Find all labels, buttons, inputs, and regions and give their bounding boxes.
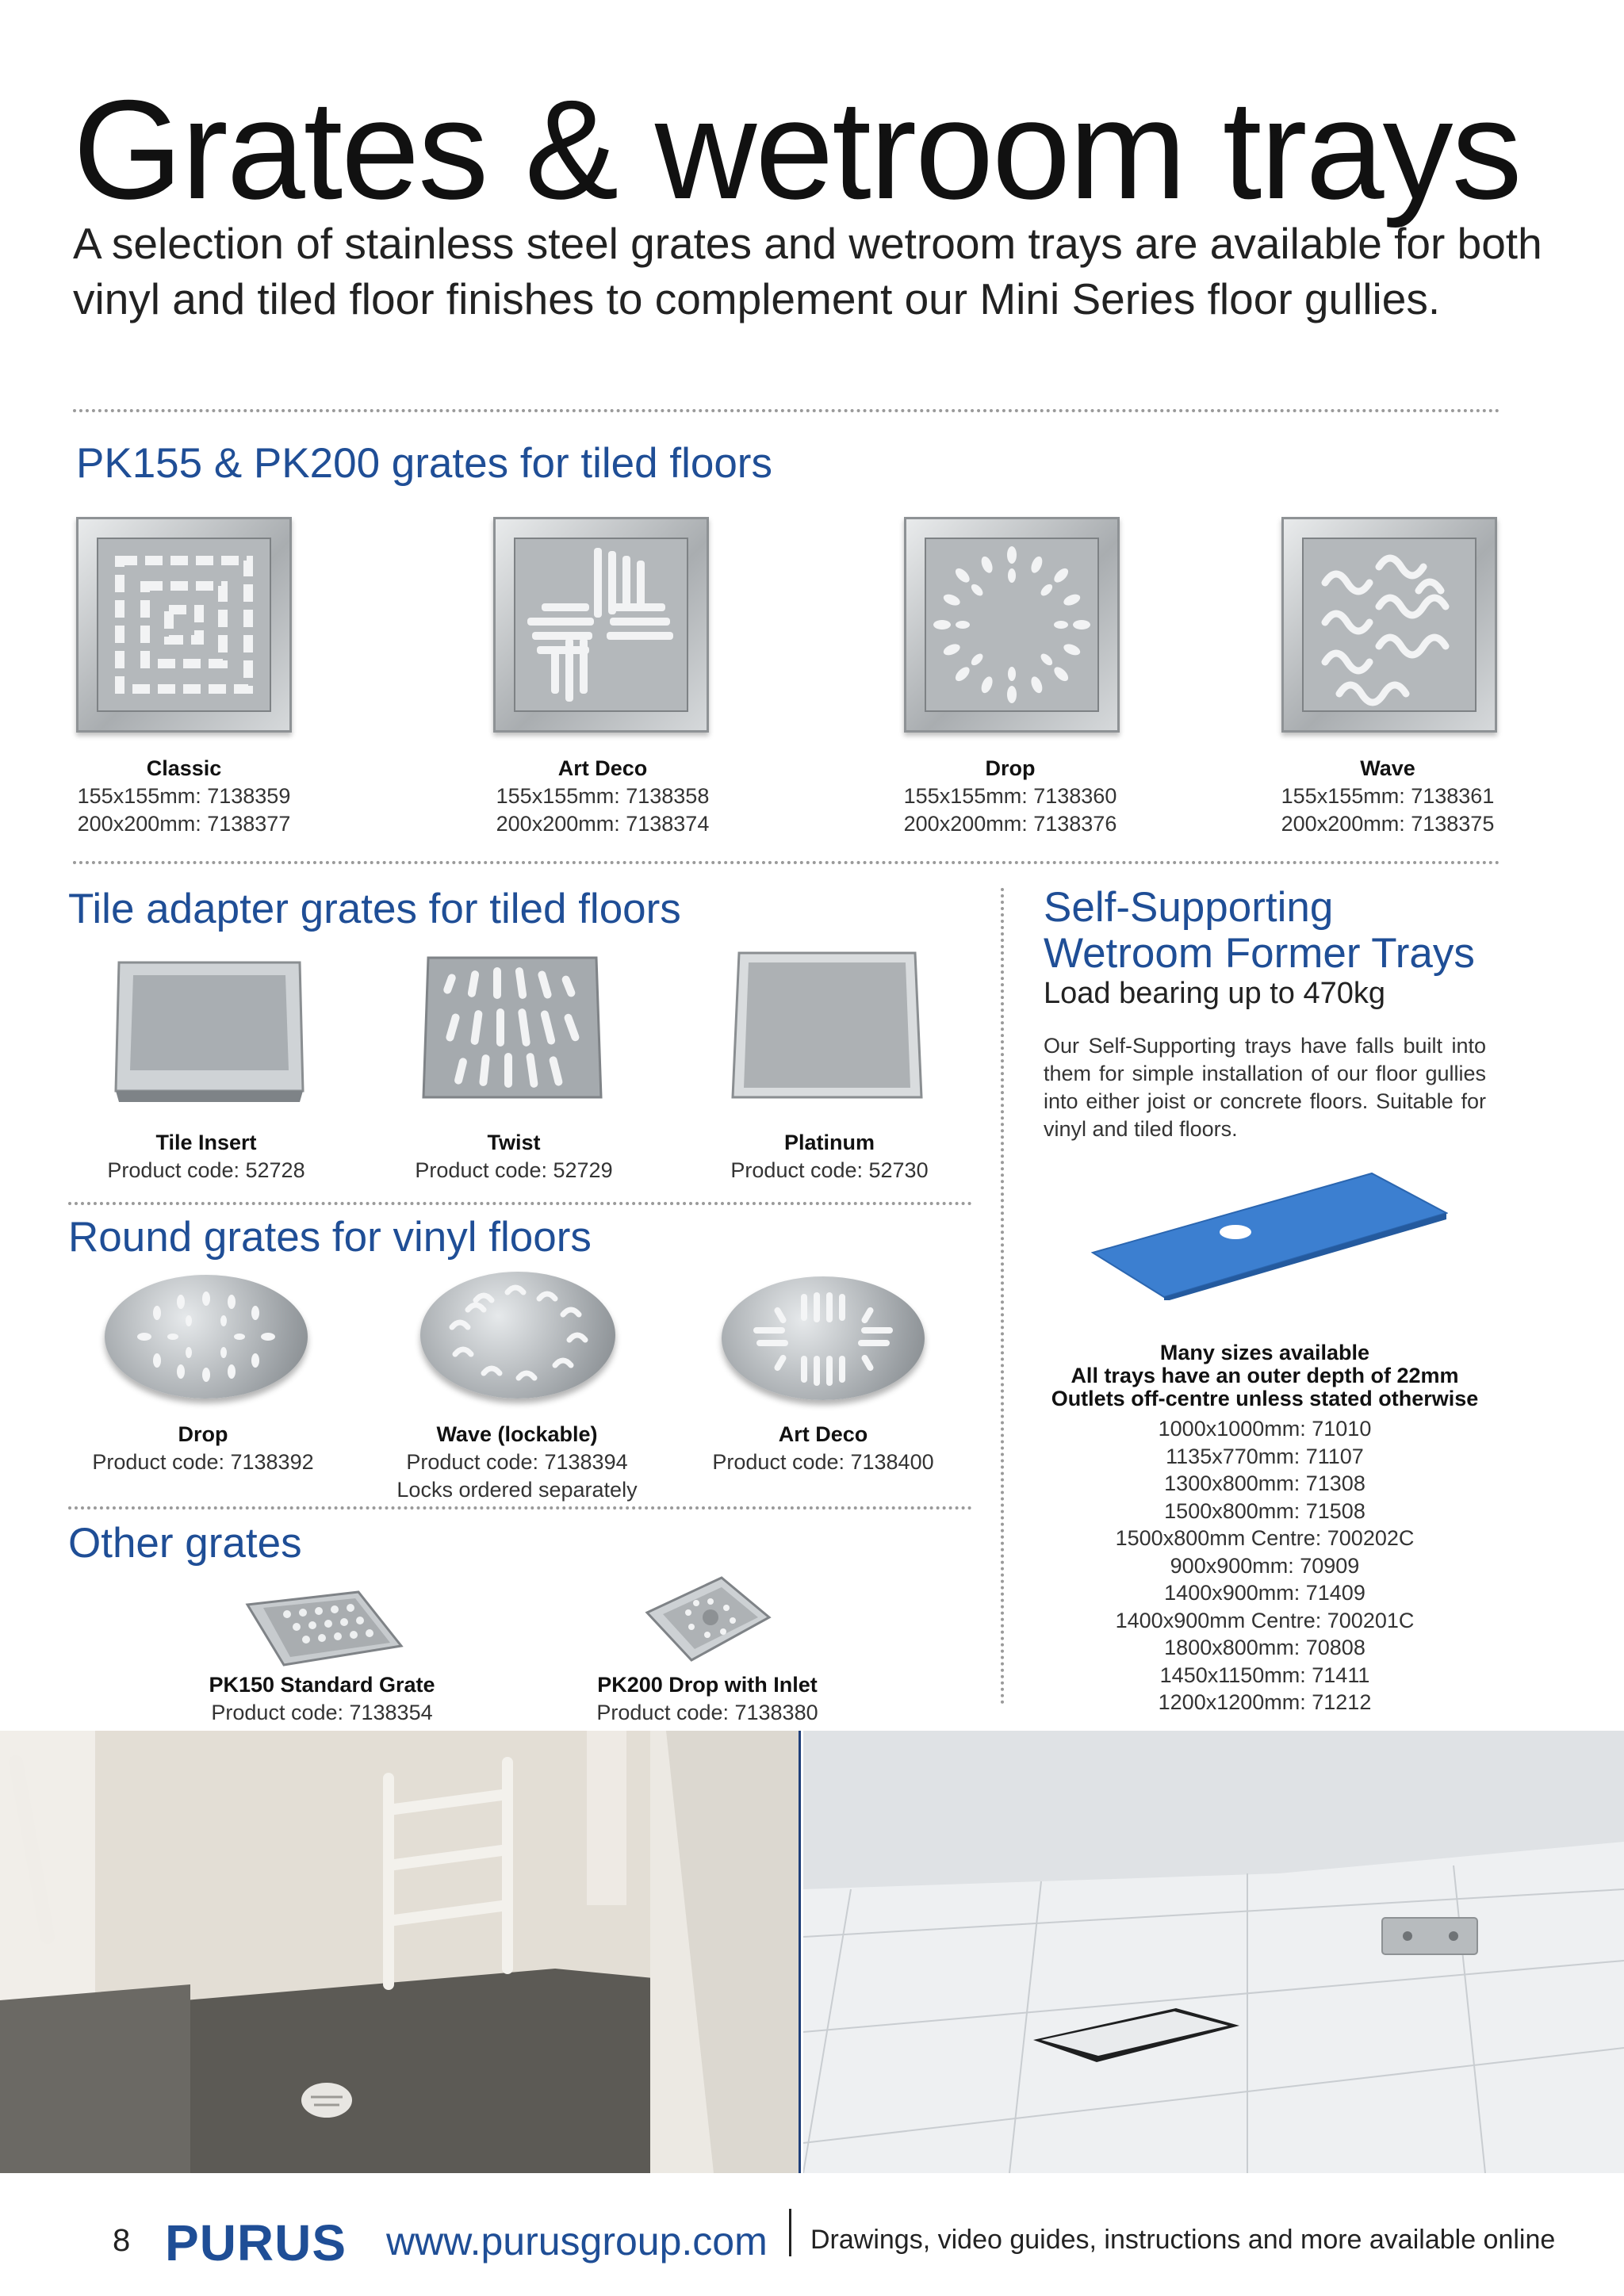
grate-drop-caption: Drop 155x155mm: 7138360 200x200mm: 7138376 bbox=[903, 756, 1117, 836]
list-item: 1135x770mm: 71107 bbox=[1166, 1444, 1364, 1468]
list-item: 1400x900mm Centre: 700201C bbox=[1115, 1608, 1415, 1632]
grate-classic-image bbox=[76, 517, 292, 733]
platinum-image bbox=[726, 947, 929, 1105]
round-art-deco-image bbox=[722, 1276, 925, 1400]
grate-wave-caption: Wave 155x155mm: 7138361 200x200mm: 7138375 bbox=[1281, 756, 1495, 836]
list-item: 1500x800mm Centre: 700202C bbox=[1115, 1526, 1415, 1550]
grate-drop-image bbox=[904, 517, 1120, 733]
round-drop-image bbox=[105, 1275, 308, 1399]
round-art-deco-caption: Art Deco Product code: 7138400 bbox=[712, 1422, 934, 1474]
round-wave-caption: Wave (lockable) Product code: 7138394 Locks ordered separately bbox=[396, 1422, 638, 1502]
list-item: 1800x800mm: 70808 bbox=[1164, 1636, 1365, 1659]
round-drop-caption: Drop Product code: 7138392 bbox=[92, 1422, 314, 1474]
tray-sizes-list: Many sizes available All trays have an outer depth of 22mm Outlets off-centre unless stated otherwise 1000x1000mm: 71010 1135x770mm: 71107 1300x800mm: 71308 1500x800mm: 71508 1500x800mm Centre: 700202C 900x900mm: 70909 1400x900mm: 71409 1400x900mm Centre: 700201C 1800x800mm: 70808 1450x1150mm: 71411 1200x1200mm: 71212 bbox=[1044, 1341, 1486, 1716]
divider bbox=[73, 861, 1500, 864]
grate-art-deco-caption: Art Deco 155x155mm: 7138358 200x200mm: 7138374 bbox=[496, 756, 710, 836]
twist-image bbox=[417, 950, 607, 1108]
tiled-floor-image bbox=[803, 1731, 1624, 2173]
intro-text: A selection of stainless steel grates and wetroom trays are available for both vinyl and tiled floor finishes to complement our Mini Series floor gullies. bbox=[73, 219, 1542, 323]
trays-heading: Self-Supporting Wetroom Former Trays bbox=[1044, 884, 1475, 977]
trays-subheading: Load bearing up to 470kg bbox=[1044, 977, 1386, 1010]
footer-separator bbox=[789, 2209, 791, 2256]
section-heading-tiled: PK155 & PK200 grates for tiled floors bbox=[76, 440, 772, 487]
list-item: 1450x1150mm: 71411 bbox=[1159, 1663, 1370, 1687]
round-wave-image bbox=[420, 1272, 615, 1399]
list-item: 900x900mm: 70909 bbox=[1170, 1553, 1360, 1578]
art-deco-pattern-icon bbox=[496, 519, 707, 730]
drop-pattern-icon bbox=[906, 519, 1117, 730]
purus-logo: PURUS bbox=[165, 2214, 347, 2271]
section-heading-adapter: Tile adapter grates for tiled floors bbox=[68, 886, 681, 932]
wetroom-tray-image bbox=[1091, 1165, 1448, 1300]
wetroom-photo-left bbox=[0, 1731, 801, 2173]
pk200-caption: PK200 Drop with Inlet Product code: 7138380 bbox=[596, 1673, 818, 1724]
list-item: 1200x1200mm: 71212 bbox=[1158, 1690, 1372, 1714]
pk150-image bbox=[239, 1586, 406, 1673]
list-item: 1300x800mm: 71308 bbox=[1164, 1471, 1365, 1495]
page-number: 8 bbox=[113, 2223, 131, 2258]
grate-classic-caption: Classic 155x155mm: 7138359 200x200mm: 7138377 bbox=[77, 756, 291, 836]
section-heading-other: Other grates bbox=[68, 1520, 302, 1567]
page-title: Grates & wetroom trays bbox=[73, 71, 1521, 228]
platinum-caption: Platinum Product code: 52730 bbox=[730, 1131, 929, 1182]
grate-art-deco-image bbox=[493, 517, 709, 733]
wetroom-scene-image bbox=[0, 1731, 801, 2173]
footer-tagline: Drawings, video guides, instructions and more available online bbox=[810, 2225, 1556, 2255]
round-art-deco-pattern-icon bbox=[722, 1276, 925, 1400]
pk150-caption: PK150 Standard Grate Product code: 7138354 bbox=[209, 1673, 435, 1724]
trays-description: Our Self-Supporting trays have falls built into them for simple installation of our floor gullies into either joist or concrete floors. Suitable for vinyl and tiled floors. bbox=[1044, 1034, 1486, 1141]
list-item: 1400x900mm: 71409 bbox=[1164, 1581, 1365, 1605]
tile-insert-image bbox=[105, 951, 311, 1110]
divider bbox=[73, 409, 1500, 412]
divider bbox=[68, 1202, 972, 1205]
round-drop-pattern-icon bbox=[105, 1275, 308, 1399]
section-heading-round: Round grates for vinyl floors bbox=[68, 1214, 592, 1261]
divider bbox=[68, 1506, 972, 1510]
website-link[interactable]: www.purusgroup.com bbox=[386, 2219, 768, 2263]
pk200-image bbox=[639, 1573, 774, 1665]
column-divider bbox=[1001, 888, 1004, 1705]
wave-pattern-icon bbox=[1284, 519, 1495, 730]
round-wave-pattern-icon bbox=[420, 1272, 615, 1399]
tiled-floor-photo-right bbox=[803, 1731, 1624, 2173]
list-item: 1500x800mm: 71508 bbox=[1164, 1498, 1365, 1523]
classic-pattern-icon bbox=[79, 519, 289, 730]
list-item: 1000x1000mm: 71010 bbox=[1158, 1417, 1372, 1441]
twist-caption: Twist Product code: 52729 bbox=[415, 1131, 613, 1182]
tile-insert-caption: Tile Insert Product code: 52728 bbox=[107, 1131, 305, 1182]
grate-wave-image bbox=[1281, 517, 1497, 733]
